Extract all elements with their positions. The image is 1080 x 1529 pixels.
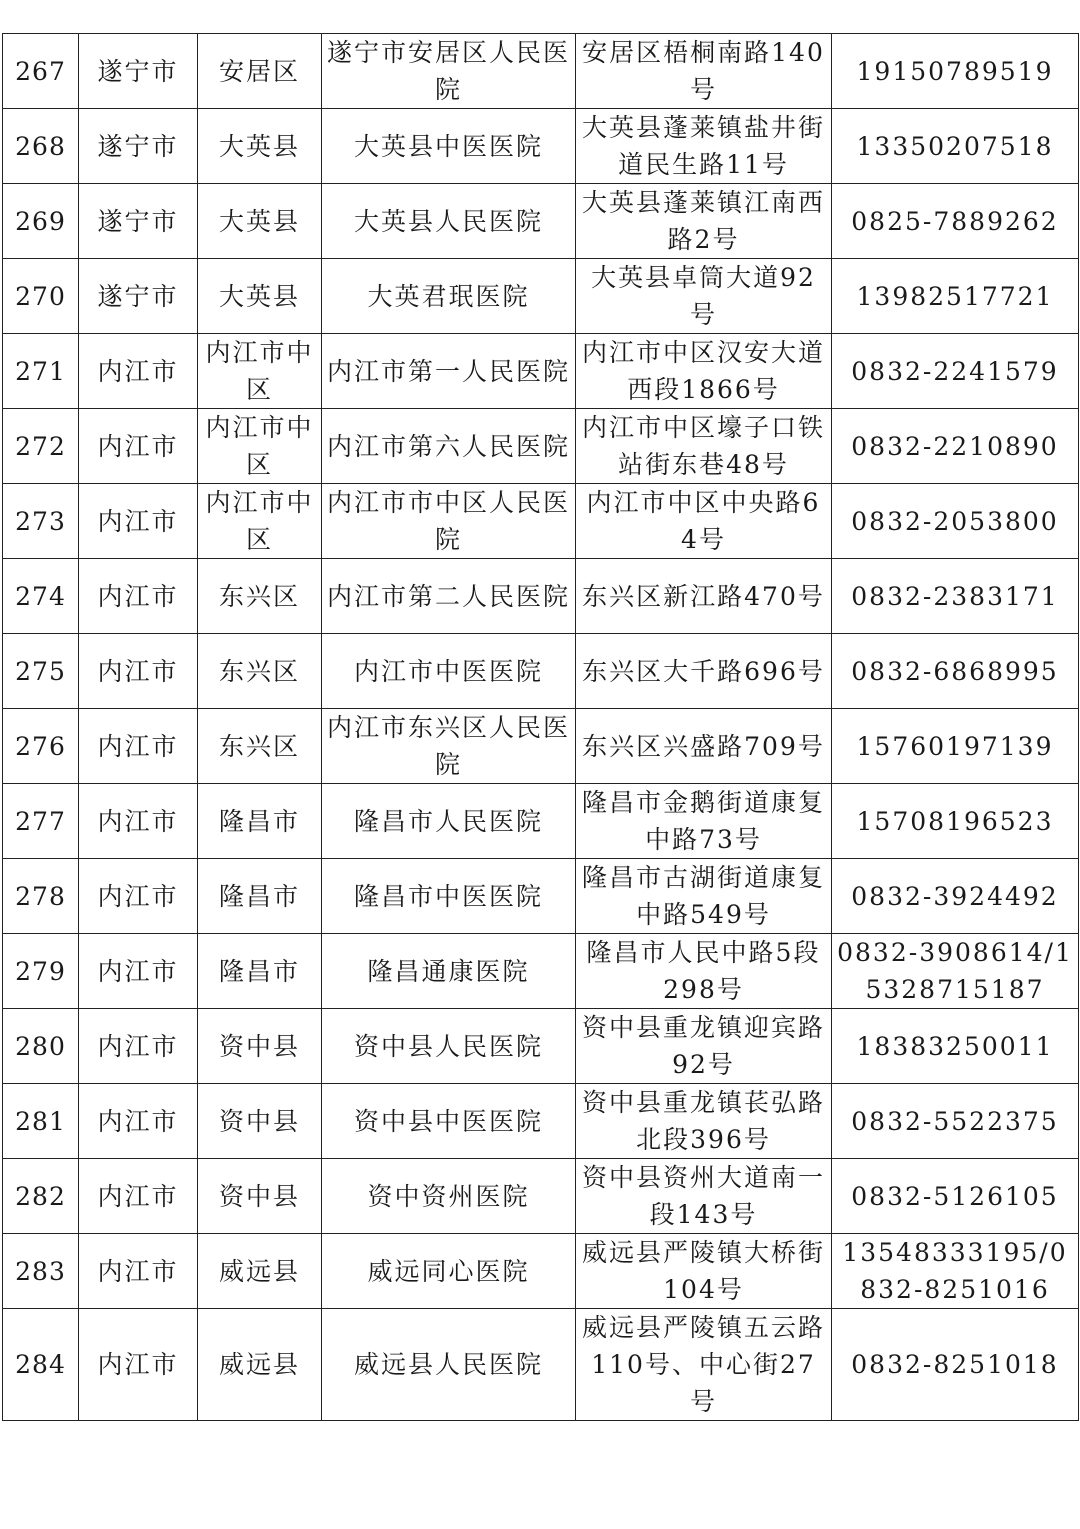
table-row [3,184,1079,259]
hospital-name-cell: 资中县中医医院 [322,1084,576,1159]
hospital-name-cell: 大英君珉医院 [322,259,576,334]
address-cell: 东兴区大千路696号 [576,634,832,709]
row-number-cell: 277 [3,784,79,859]
district-cell: 东兴区 [198,709,322,784]
district-cell: 内江市中区 [198,484,322,559]
phone-cell: 0832-5126105 [832,1159,1079,1234]
phone-cell: 19150789519 [832,34,1079,109]
phone-cell: 0832-6868995 [832,634,1079,709]
address-cell: 资中县重龙镇迎宾路92号 [576,1009,832,1084]
district-cell: 威远县 [198,1309,322,1421]
hospital-name-cell: 内江市东兴区人民医院 [322,709,576,784]
district-cell: 资中县 [198,1009,322,1084]
city-cell: 遂宁市 [79,184,198,259]
phone-cell: 0832-3924492 [832,859,1079,934]
address-cell: 内江市中区汉安大道西段1866号 [576,334,832,409]
city-cell: 内江市 [79,1009,198,1084]
table-row [3,34,1079,109]
address-cell: 威远县严陵镇大桥街104号 [576,1234,832,1309]
city-cell: 内江市 [79,334,198,409]
row-number-cell: 278 [3,859,79,934]
hospital-name-cell: 大英县人民医院 [322,184,576,259]
district-cell: 大英县 [198,184,322,259]
hospital-name-cell: 大英县中医医院 [322,109,576,184]
hospital-name-cell: 资中县人民医院 [322,1009,576,1084]
district-cell: 东兴区 [198,559,322,634]
hospital-name-cell: 遂宁市安居区人民医院 [322,34,576,109]
table-row [3,859,1079,934]
table-row [3,109,1079,184]
address-cell: 资中县资州大道南一段143号 [576,1159,832,1234]
table-row [3,259,1079,334]
city-cell: 内江市 [79,484,198,559]
phone-cell: 18383250011 [832,1009,1079,1084]
phone-cell: 15708196523 [832,784,1079,859]
table-row [3,1309,1079,1421]
phone-cell: 13548333195/0832-8251016 [832,1234,1079,1309]
hospital-name-cell: 隆昌市人民医院 [322,784,576,859]
row-number-cell: 270 [3,259,79,334]
hospital-name-cell: 威远县人民医院 [322,1309,576,1421]
hospital-list-table-wrapper [2,33,1078,1421]
city-cell: 遂宁市 [79,259,198,334]
table-row [3,934,1079,1009]
row-number-cell: 273 [3,484,79,559]
table-row [3,334,1079,409]
hospital-name-cell: 内江市第六人民医院 [322,409,576,484]
table-row [3,1159,1079,1234]
district-cell: 威远县 [198,1234,322,1309]
row-number-cell: 276 [3,709,79,784]
district-cell: 隆昌市 [198,934,322,1009]
district-cell: 隆昌市 [198,859,322,934]
phone-cell: 13982517721 [832,259,1079,334]
district-cell: 内江市中区 [198,334,322,409]
table-row [3,1084,1079,1159]
row-number-cell: 268 [3,109,79,184]
city-cell: 内江市 [79,784,198,859]
district-cell: 大英县 [198,259,322,334]
phone-cell: 0832-5522375 [832,1084,1079,1159]
city-cell: 遂宁市 [79,34,198,109]
hospital-name-cell: 内江市第二人民医院 [322,559,576,634]
district-cell: 资中县 [198,1084,322,1159]
district-cell: 资中县 [198,1159,322,1234]
address-cell: 隆昌市金鹅街道康复中路73号 [576,784,832,859]
address-cell: 隆昌市人民中路5段298号 [576,934,832,1009]
address-cell: 大英县蓬莱镇江南西路2号 [576,184,832,259]
phone-cell: 13350207518 [832,109,1079,184]
table-row [3,1009,1079,1084]
hospital-name-cell: 隆昌市中医医院 [322,859,576,934]
hospital-name-cell: 内江市中医医院 [322,634,576,709]
city-cell: 遂宁市 [79,109,198,184]
phone-cell: 0832-2383171 [832,559,1079,634]
district-cell: 东兴区 [198,634,322,709]
row-number-cell: 281 [3,1084,79,1159]
hospital-name-cell: 资中资州医院 [322,1159,576,1234]
address-cell: 内江市中区壕子口铁站街东巷48号 [576,409,832,484]
city-cell: 内江市 [79,859,198,934]
city-cell: 内江市 [79,559,198,634]
district-cell: 大英县 [198,109,322,184]
phone-cell: 15760197139 [832,709,1079,784]
phone-cell: 0832-2241579 [832,334,1079,409]
row-number-cell: 280 [3,1009,79,1084]
district-cell: 安居区 [198,34,322,109]
hospital-name-cell: 内江市第一人民医院 [322,334,576,409]
table-row [3,484,1079,559]
address-cell: 东兴区新江路470号 [576,559,832,634]
phone-cell: 0832-2210890 [832,409,1079,484]
row-number-cell: 279 [3,934,79,1009]
city-cell: 内江市 [79,1309,198,1421]
address-cell: 隆昌市古湖街道康复中路549号 [576,859,832,934]
hospital-name-cell: 威远同心医院 [322,1234,576,1309]
city-cell: 内江市 [79,1234,198,1309]
table-body [3,34,1079,1421]
district-cell: 内江市中区 [198,409,322,484]
address-cell: 资中县重龙镇苌弘路北段396号 [576,1084,832,1159]
city-cell: 内江市 [79,1159,198,1234]
district-cell: 隆昌市 [198,784,322,859]
address-cell: 内江市中区中央路64号 [576,484,832,559]
row-number-cell: 267 [3,34,79,109]
row-number-cell: 274 [3,559,79,634]
address-cell: 大英县蓬莱镇盐井街道民生路11号 [576,109,832,184]
phone-cell: 0832-8251018 [832,1309,1079,1421]
row-number-cell: 282 [3,1159,79,1234]
city-cell: 内江市 [79,709,198,784]
hospital-name-cell: 内江市市中区人民医院 [322,484,576,559]
address-cell: 东兴区兴盛路709号 [576,709,832,784]
address-cell: 威远县严陵镇五云路110号、中心街27号 [576,1309,832,1421]
city-cell: 内江市 [79,934,198,1009]
table-row [3,1234,1079,1309]
phone-cell: 0832-2053800 [832,484,1079,559]
row-number-cell: 284 [3,1309,79,1421]
table-row [3,784,1079,859]
city-cell: 内江市 [79,634,198,709]
row-number-cell: 271 [3,334,79,409]
row-number-cell: 283 [3,1234,79,1309]
hospital-name-cell: 隆昌通康医院 [322,934,576,1009]
table-row [3,409,1079,484]
row-number-cell: 272 [3,409,79,484]
city-cell: 内江市 [79,409,198,484]
city-cell: 内江市 [79,1084,198,1159]
phone-cell: 0832-3908614/15328715187 [832,934,1079,1009]
row-number-cell: 269 [3,184,79,259]
table-row [3,709,1079,784]
address-cell: 大英县卓筒大道92号 [576,259,832,334]
phone-cell: 0825-7889262 [832,184,1079,259]
row-number-cell: 275 [3,634,79,709]
address-cell: 安居区梧桐南路140号 [576,34,832,109]
table-row [3,634,1079,709]
hospital-list-table [2,33,1079,1421]
table-row [3,559,1079,634]
